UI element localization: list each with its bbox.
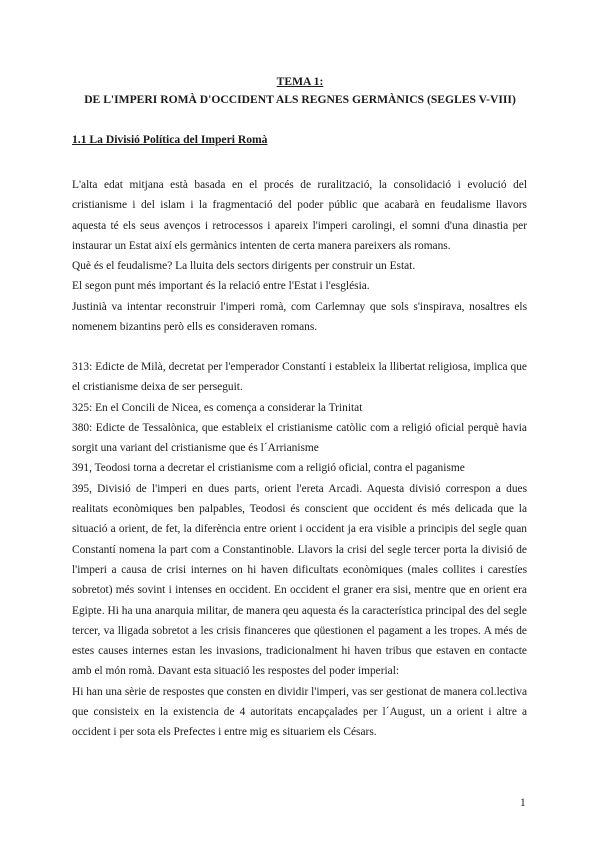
document-title bbox=[0, 73, 600, 109]
paragraph: Justinià va intentar reconstruir l'imperi romà, com Carlemnay que sols s'inspirava, nosaltres els nomenem bizantins però ells es consideraven romans. bbox=[72, 300, 527, 334]
timeline-section bbox=[72, 357, 527, 743]
timeline-entry: 395, Divisió de l'imperi en dues parts, orient l'ereta Arcadi. Aquesta divisió correspon a dues realitats econòmiques ben palpables, Teodosi és conscient que occident és més delicada que la situació a orient, de fet, la diferència entre orient i occident ja era visible a principis del segle quan Constantí nomena la part com a Constantinoble. Llavors la crisi del segle tercer porta la divisió de l'imperi a causa de crisi internes on hi haven dificultats econòmiques (males collites i carestíes sobretot) més sovint i intenses en occident. En occident el graner era sisi, mentre que en orient era Egipte. Hi ha una anarquia militar, de manera qeu aquesta és la característica principal des del segle tercer, va lligada sobretot a les crisis financeres que qüestionen el pagament a les tropes. A més de estes causes internes estan les invasions, tradicionalment hi haven tribus que estaven en contacte amb el món romà. Davant esta situació les respostes del poder imperial: bbox=[72, 482, 527, 678]
paragraph: Què és el feudalisme? La lluita dels sectors dirigents per construir un Estat. bbox=[72, 260, 416, 273]
page-number: 1 bbox=[520, 797, 526, 809]
section-heading: 1.1 La Divisió Política del Imperi Romà bbox=[72, 133, 268, 146]
timeline-entry: 380: Edicte de Tessalònica, que estableix el cristianisme catòlic com a religió oficial perquè havia sorgit una variant del cristianisme que és l´Arrianisme bbox=[72, 421, 527, 455]
intro-section bbox=[72, 175, 527, 337]
title-line-2: DE L'IMPERI ROMÀ D'OCCIDENT ALS REGNES GERMÀNICS (SEGLES V-VIII) bbox=[84, 93, 516, 106]
timeline-entry: 391, Teodosi torna a decretar el cristianisme com a religió oficial, contra el paganisme bbox=[72, 462, 465, 475]
timeline-entry: Hi han una sèrie de respostes que consten en dividir l'imperi, vas ser gestionat de manera col.lectiva que consisteix en la existencia de 4 autoritats encapçalades per l´August, un a orient i altre a occident i per sota els Prefectes i entre mig es situariem els Césars. bbox=[72, 685, 527, 739]
paragraph: L'alta edat mitjana està basada en el procés de ruralització, la consolidació i evolució del cristianisme i del islam i la fragmentació del poder públic que acabarà en feudalisme llavors aquesta té els seus avenços i retrocessos i apareix l'imperi carolingi, el somni d'una dinastia per instaurar un Estat així els germànics intenten de certa manera pareixers als romans. bbox=[72, 179, 527, 252]
paragraph: El segon punt més important és la relació entre l'Estat i l'església. bbox=[72, 280, 370, 293]
timeline-entry: 325: En el Concili de Nicea, es comença a considerar la Trinitat bbox=[72, 401, 363, 414]
title-line-1: TEMA 1: bbox=[276, 75, 324, 88]
timeline-entry: 313: Edicte de Milà, decretat per l'emperador Constantí i estableix la llibertat religiosa, implica que el cristianisme deixa de ser perseguit. bbox=[72, 361, 527, 394]
